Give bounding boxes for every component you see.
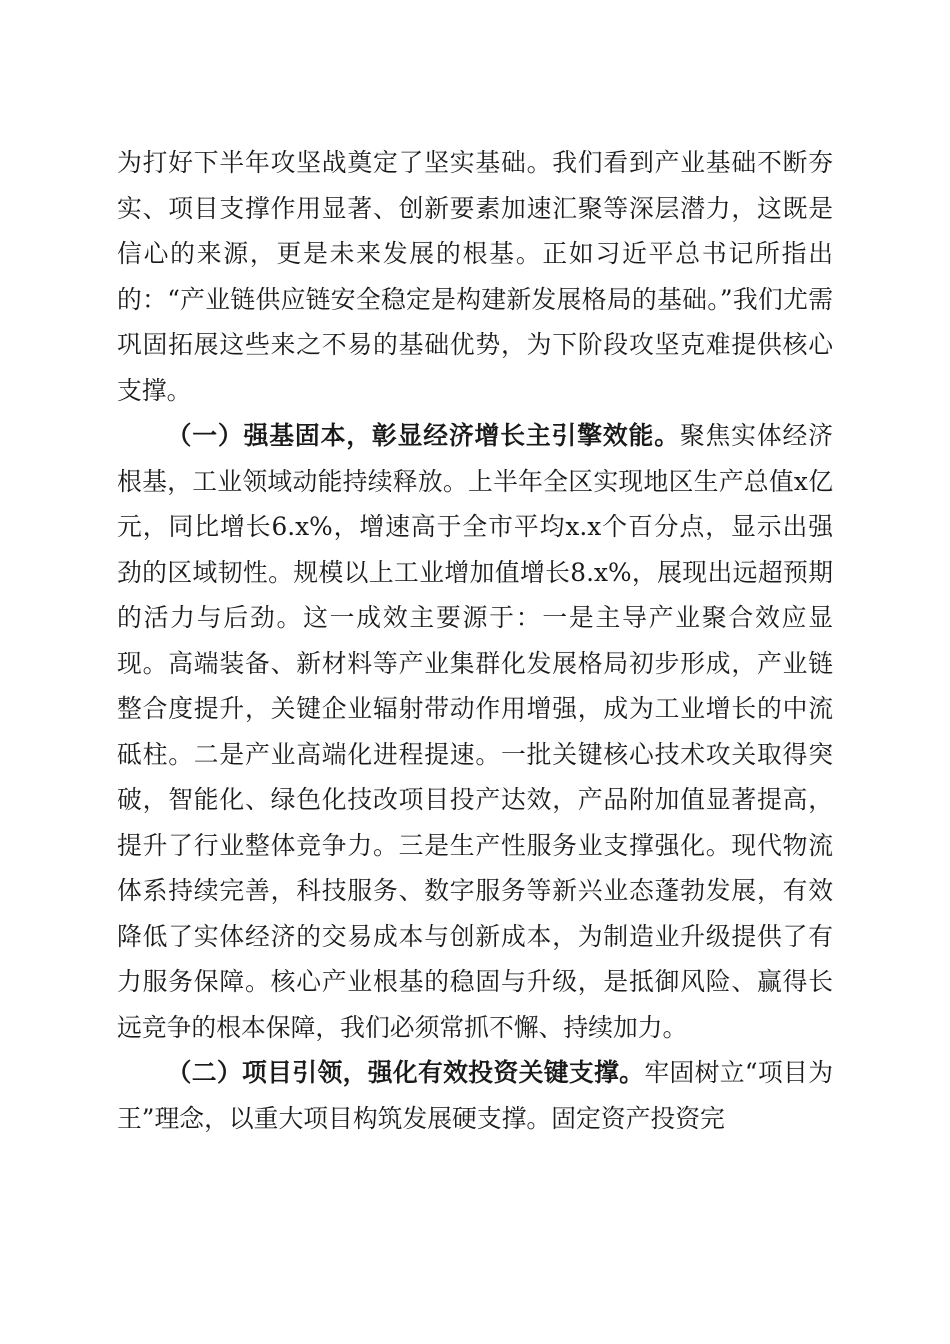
section-heading: （二）项目引领，强化有效投资关键支撑。 — [166, 1058, 645, 1087]
paragraph-intro — [117, 140, 833, 413]
section-heading: （一）强基固本，彰显经济增长主引擎效能。 — [166, 421, 680, 450]
paragraph-section-2 — [117, 1050, 833, 1141]
paragraph-section-1 — [117, 413, 833, 1050]
paragraph-text: 为打好下半年攻坚战奠定了坚实基础。我们看到产业基础不断夯实、项目支撑作用显著、创新要素加速汇聚等深层潜力，这既是信心的来源，更是未来发展的根基。正如习近平总书记所指出的：“产业链供应链安全稳定是构建新发展格局的基础。”我们尤需巩固拓展这些来之不易的基础优势，为下阶段攻坚克难提供核心支撑。 — [117, 148, 833, 405]
paragraph-text: 牢固树立“项目为王”理念，以重大项目构筑发展硬支撑。固定资产投资完 — [117, 1058, 833, 1133]
paragraph-text: 聚焦实体经济根基，工业领域动能持续释放。上半年全区实现地区生产总值x亿元，同比增长6.x%，增速高于全市平均x.x个百分点，显示出强劲的区域韧性。规模以上工业增加值增长8.x%，展现出远超预期的活力与后劲。这一成效主要源于：一是主导产业聚合效应显现。高端装备、新材料等产业集群化发展格局初步形成，产业链整合度提升，关键企业辐射带动作用增强，成为工业增长的中流砥柱。二是产业高端化进程提速。一批关键核心技术攻关取得突破，智能化、绿色化技改项目投产达效，产品附加值显著提高，提升了行业整体竞争力。三是生产性服务业支撑强化。现代物流体系持续完善，科技服务、数字服务等新兴业态蓬勃发展，有效降低了实体经济的交易成本与创新成本，为制造业升级提供了有力服务保障。核心产业根基的稳固与升级，是抵御风险、赢得长远竞争的根本保障，我们必须常抓不懈、持续加力。 — [117, 421, 833, 1042]
document-body — [117, 140, 833, 1141]
